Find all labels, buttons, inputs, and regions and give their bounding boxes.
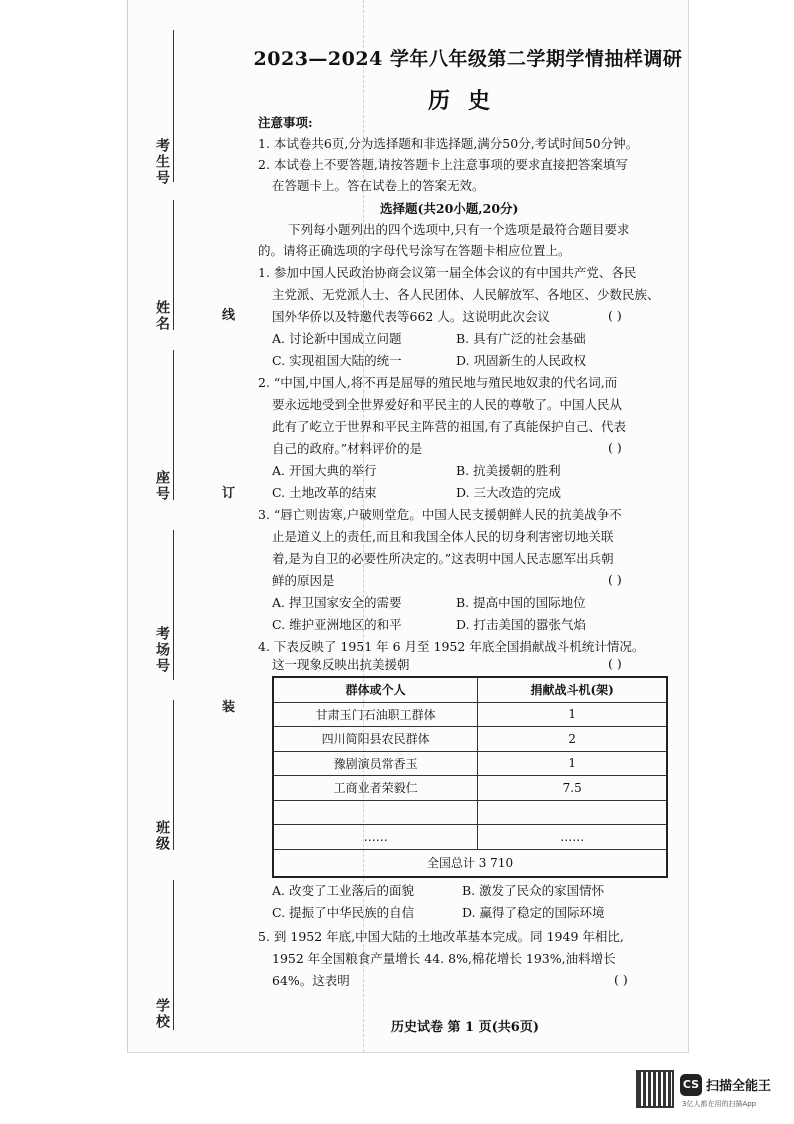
table-row — [273, 800, 667, 825]
binding-label-seat: 座号 — [154, 470, 170, 502]
question-1-line: 主党派、无党派人士、各人民团体、人民解放军、各地区、少数民族、 — [272, 287, 660, 302]
option-b: B. 具有广泛的社会基础 — [456, 331, 586, 346]
exam-number-line — [173, 30, 174, 182]
binding-label-class: 班级 — [154, 820, 170, 852]
option-d: D. 赢得了稳定的国际环境 — [462, 905, 605, 920]
table-header-row — [273, 677, 667, 702]
camscanner-logo: CS — [680, 1074, 702, 1096]
school-line — [173, 880, 174, 1030]
notice-heading: 注意事项: — [258, 115, 313, 130]
table-row — [273, 751, 667, 776]
table-cell: 豫剧演员常香玉 — [273, 751, 478, 776]
table-cell — [273, 800, 478, 825]
option-c: C. 提振了中华民族的自信 — [272, 905, 415, 920]
question-3-line: 着,是为自卫的必要性所决定的。”这表明中国人民志愿军出兵朝 — [272, 551, 614, 566]
option-d: D. 三大改造的完成 — [456, 485, 562, 500]
table-row — [273, 776, 667, 801]
page-footer: 历史试卷 第 1 页(共6页) — [391, 1020, 539, 1035]
exam-title: 2023—2024 学年八年级第二学期学情抽样调研 — [253, 48, 683, 70]
notice-item: 1. 本试卷共6页,分为选择题和非选择题,满分50分,考试时间50分钟。 — [258, 136, 639, 151]
question-3-line: 止是道义上的责任,而且和我国全体人民的切身利害密切地关联 — [272, 529, 614, 544]
table-cell: 工商业者荣毅仁 — [273, 776, 478, 801]
table-cell — [478, 800, 667, 825]
name-line — [173, 200, 174, 330]
question-2-line: 自己的政府。”材料评价的是 — [272, 441, 423, 456]
question-2-line: 此有了屹立于世界和平民主阵营的祖国,有了真能保护自己、代表 — [272, 419, 626, 434]
table-cell: 1 — [478, 702, 667, 727]
question-5-line: 64%。这表明 — [272, 973, 350, 988]
table-cell: 2 — [478, 727, 667, 752]
option-b: B. 提高中国的国际地位 — [456, 595, 586, 610]
option-a: A. 开国大典的举行 — [272, 463, 377, 478]
table-header: 捐献战斗机(架) — [478, 677, 667, 702]
binding-label-school: 学校 — [154, 998, 170, 1030]
donation-table — [272, 676, 668, 878]
option-c: C. 实现祖国大陆的统一 — [272, 353, 402, 368]
section-instruction: 的。请将正确选项的字母代号涂写在答题卡相应位置上。 — [258, 243, 571, 258]
question-3-line: 3. “唇亡则齿寒,户破则堂危。中国人民支援朝鲜人民的抗美战争不 — [258, 507, 622, 522]
option-d: D. 巩固新生的人民政权 — [456, 353, 587, 368]
option-a: A. 捍卫国家安全的需要 — [272, 595, 402, 610]
binding-label-name: 姓名 — [154, 300, 170, 332]
option-d: D. 打击美国的嚣张气焰 — [456, 617, 587, 632]
question-2-line: 要永远地受到全世界爱好和平民主的人民的尊敬了。中国人民从 — [272, 397, 623, 412]
scanner-tagline: 3亿人都在用的扫描App — [682, 1100, 757, 1108]
option-c: C. 土地改革的结束 — [272, 485, 377, 500]
table-total-row — [273, 849, 667, 877]
option-b: B. 激发了民众的家国情怀 — [462, 883, 605, 898]
answer-paren: ( ) — [608, 572, 622, 587]
question-4-line: 4. 下表反映了 1951 年 6 月至 1952 年底全国捐献战斗机统计情况。 — [258, 639, 645, 654]
option-a: A. 讨论新中国成立问题 — [272, 331, 402, 346]
exam-subject: 历史 — [427, 88, 508, 114]
option-a: A. 改变了工业落后的面貌 — [272, 883, 414, 898]
table-cell: 7.5 — [478, 776, 667, 801]
table-row — [273, 825, 667, 850]
answer-paren: ( ) — [608, 440, 622, 455]
scanner-app-name: 扫描全能王 — [706, 1079, 772, 1094]
answer-paren: ( ) — [608, 656, 622, 671]
table-row — [273, 727, 667, 752]
seal-char-line: 线 — [222, 308, 236, 323]
table-cell: …… — [273, 825, 478, 850]
table-cell: 1 — [478, 751, 667, 776]
question-5-line: 5. 到 1952 年底,中国大陆的土地改革基本完成。同 1949 年相比, — [258, 929, 624, 944]
answer-paren: ( ) — [614, 972, 628, 987]
binding-label-exam-room: 考场号 — [154, 626, 170, 674]
option-b: B. 抗美援朝的胜利 — [456, 463, 561, 478]
class-line — [173, 700, 174, 850]
notice-item: 在答题卡上。答在试卷上的答案无效。 — [272, 178, 485, 193]
qr-code-icon — [636, 1070, 674, 1108]
seal-char-order: 订 — [222, 486, 236, 501]
question-2-line: 2. “中国,中国人,将不再是屈辱的殖民地与殖民地奴隶的代名词,而 — [258, 375, 618, 390]
table-header: 群体或个人 — [273, 677, 478, 702]
binding-label-exam-number: 考生号 — [154, 138, 170, 186]
notice-item: 2. 本试卷上不要答题,请按答题卡上注意事项的要求直接把答案填写 — [258, 157, 628, 172]
question-4-line: 这一现象反映出抗美援朝 — [272, 657, 410, 672]
section-heading: 选择题(共20小题,20分) — [380, 201, 519, 216]
table-row — [273, 702, 667, 727]
question-1-line: 1. 参加中国人民政治协商会议第一届全体会议的有中国共产党、各民 — [258, 265, 637, 280]
exam-room-line — [173, 530, 174, 680]
question-1-line: 国外华侨以及特邀代表等662 人。这说明此次会议 — [272, 309, 550, 324]
table-total: 全国总计 3 710 — [273, 849, 667, 877]
seal-char-bind: 装 — [222, 700, 236, 715]
answer-paren: ( ) — [608, 308, 622, 323]
question-5-line: 1952 年全国粮食产量增长 44. 8%,棉花增长 193%,油料增长 — [272, 951, 616, 966]
section-instruction: 下列每小题列出的四个选项中,只有一个选项是最符合题目要求 — [288, 222, 630, 237]
table-cell: 甘肃玉门石油职工群体 — [273, 702, 478, 727]
table-cell: …… — [478, 825, 667, 850]
question-3-line: 鲜的原因是 — [272, 573, 335, 588]
option-c: C. 维护亚洲地区的和平 — [272, 617, 402, 632]
seat-line — [173, 350, 174, 500]
table-cell: 四川简阳县农民群体 — [273, 727, 478, 752]
